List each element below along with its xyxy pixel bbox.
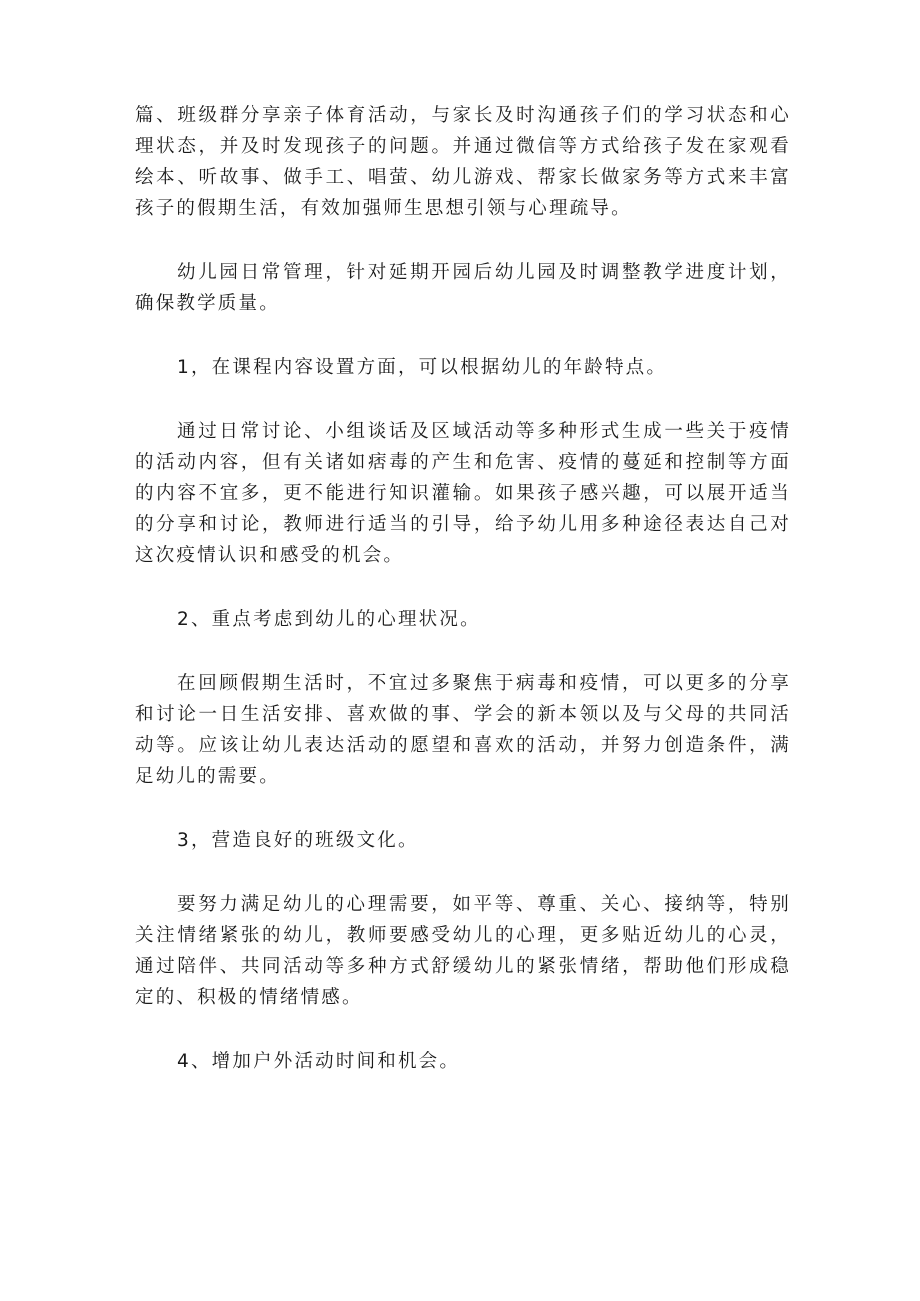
paragraph-7-heading: 3，营造良好的班级文化。 [177,830,419,851]
paragraph-4: 通过日常讨论、小组谈话及区域活动等多种形式生成一些关于疫情的活动内容，但有关诸如痞毒的产生和危害、疫情的蔓延和控制等方面的内容不宜多，更不能进行知识灌输。如果孩子感兴趣，可以展开适当的分享和讨论，教师进行适当的引导，给予幼儿用多种途径表达自己对这次疫情认识和感受的机会。 [135,421,791,566]
paragraph-8: 要努力满足幼儿的心理需要，如平等、尊重、关心、接纳等，特别关注情绪紧张的幼儿，教师要感受幼儿的心理，更多贴近幼儿的心灵，通过陪伴、共同活动等多种方式舒缓幼儿的紧张情绪，帮助他们形成稳定的、积极的情绪情感。 [135,894,791,1008]
paragraph-1: 篇、班级群分享亲子体育活动，与家长及时沟通孩子们的学习状态和心理状态，并及时发现孩子的问题。并通过微信等方式给孩子发在家观看绘本、听故事、做手工、唱萤、幼儿游戏、帮家长做家务等方式来丰富孩子的假期生活，有效加强师生思想引领与心理疏导。 [135,105,791,219]
paragraph-3-heading: 1，在课程内容设置方面，可以根据幼儿的年龄特点。 [177,357,668,378]
paragraph-6: 在回顾假期生活时，不宜过多聚焦于病毒和疫情，可以更多的分享和讨论一日生活安排、喜欢做的事、学会的新本领以及与父母的共同活动等。应该让幼儿表达活动的愿望和喜欢的活动，并努力创造条件，满足幼儿的需要。 [135,673,791,787]
document-page [135,100,791,1110]
paragraph-5-heading: 2、重点考虑到幼儿的心理状况。 [177,609,481,630]
paragraph-9-heading: 4、增加户外活动时间和机会。 [177,1051,461,1072]
paragraph-2: 幼儿园日常管理，针对延期开园后幼儿园及时调整教学进度计划，确保教学质量。 [135,262,791,314]
